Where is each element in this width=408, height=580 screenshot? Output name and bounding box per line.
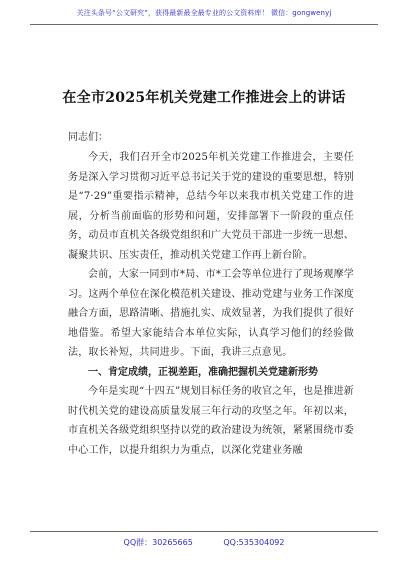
document-title: 在全市2025年机关党建工作推进会上的讲话: [62, 90, 346, 106]
footer-qq: QQ:535304092: [223, 538, 285, 547]
footer-contacts: [0, 537, 408, 548]
document-body: [68, 148, 354, 460]
header-divider: [30, 24, 378, 25]
header-note: 关注头条号“公文研究”，获得最新最全最专业的公文资料库！ 微信：gongwenyj: [76, 9, 332, 17]
footer-qq-group: QQ群：30265665: [123, 538, 193, 547]
greeting: 同志们：: [68, 132, 108, 143]
paragraph-section: 今年是实现“十四五”规划目标任务的收官之年，也是推进新时代机关党的建设高质量发展三年行动的攻坚之年。年初以来，市直机关各级党组织坚持以党的政治建设为统领，紧紧围绕市委中心工作，以提升组织力为重点，以深化党建业务融: [68, 386, 354, 456]
paragraph-observation: 会前，大家一同到市*局、市*工会等单位进行了现场观摩学习。这两个单位在深化模范机关建设、推动党建与业务工作深度融合方面，思路清晰、措施扎实、成效显著，为我们提供了很好地借鉴。希望大家能结合本单位实际，认真学习他们的经验做法，取长补短，共同进步。下面，我讲三点意见。: [68, 269, 354, 358]
section-heading: 一、肯定成绩，正视差距，准确把握机关党建新形势: [88, 366, 318, 378]
footer-divider: [30, 531, 378, 532]
paragraph-intro: 今天，我们召开全市2025年机关党建工作推进会，主要任务是深入学习贯彻习近平总书记关于党的建设的重要思想，特别是“7·29”重要指示精神，总结今年以来我市机关党建工作的进展，分析当前面临的形势和问题，安排部署下一阶段的重点任务，动员市直机关各级党组织和广大党员干部进一步统一思想、凝聚共识、压实责任，推动机关党建工作再上新台阶。: [68, 152, 354, 261]
